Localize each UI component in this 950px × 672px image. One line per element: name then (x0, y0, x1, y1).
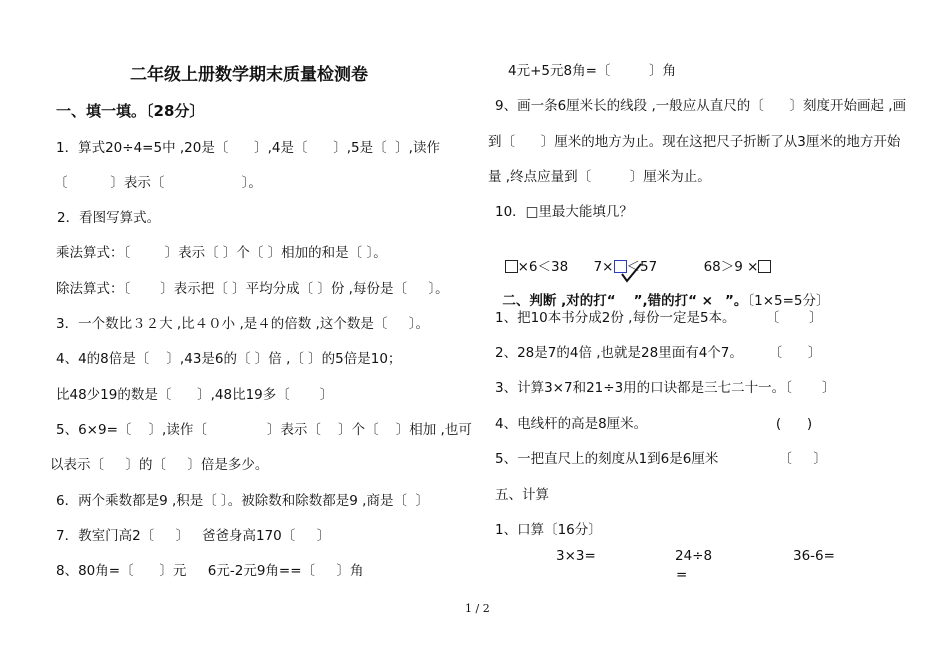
question-line: 1．算式20÷4=5中 ,20是〔 〕,4是〔 〕,5是〔 〕,读作 (56, 140, 440, 156)
section-1-heading: 一、填一填。〔28分〕 (56, 102, 205, 120)
q10-item-c: 68＞9 × (695, 240, 771, 276)
question-line: 8、80角=〔 〕元 6元-2元9角==〔 〕角 (56, 563, 364, 579)
question-line: 除法算式：〔 〕表示把〔 〕平均分成〔 〕份 ,每份是〔 〕。 (56, 281, 449, 297)
section-5-heading: 五、计算 (495, 487, 549, 503)
question-line: 3．一个数比３２大 ,比４０小 ,是４的倍数 ,这个数是〔 〕。 (56, 316, 430, 332)
section-2-heading: 二、判断 ,对的打“ ”,错的打“ × ”。〔1×5=5分〕 (502, 293, 830, 309)
check-mark-icon (620, 262, 644, 284)
oral-calc-title: 1、口算〔16分〕 (495, 522, 602, 538)
question-line: 4元+5元8角=〔 〕角 (508, 63, 677, 79)
question-line: 7．教室门高2〔 〕 爸爸身高170〔 〕 (56, 528, 331, 544)
judge-item: 2、28是7的4倍 ,也就是28里面有4个7。 〔 〕 (495, 345, 822, 361)
judge-item: 4、电线杆的高是8厘米。 ( ) (495, 416, 813, 432)
page-title: 二年级上册数学期末质量检测卷 (130, 65, 368, 85)
judge-item: 3、计算3×7和21÷3用的口诀都是三七二十一。〔 〕 (495, 380, 836, 396)
question-line: 比48少19的数是〔 〕,48比19多〔 〕 (56, 387, 334, 403)
page-number: 1 / 2 (465, 602, 490, 615)
question-line: 5、6×9=〔 〕,读作〔 〕表示〔 〕个〔 〕相加 ,也可 (56, 422, 472, 438)
question-line: 量 ,终点应量到〔 〕厘米为止。 (488, 169, 711, 185)
oral-problem: 24÷8 (675, 548, 713, 564)
answer-box[interactable] (505, 260, 518, 273)
judge-item: 1、把10本书分成2份 ,每份一定是5本。 〔 〕 (495, 310, 823, 326)
question-line: 10．□里最大能填几？ (495, 204, 633, 220)
question-line: 以表示〔 〕的〔 〕倍是多少。 (50, 457, 269, 473)
oral-problem-equals: = (676, 567, 688, 583)
question-line: 9、画一条6厘米长的线段 ,一般应从直尺的〔 〕刻度开始画起 ,画 (495, 98, 907, 114)
question-line: 6．两个乘数都是9 ,积是〔 〕。被除数和除数都是9 ,商是〔 〕 (56, 493, 430, 509)
question-line: 到〔 〕厘米的地方为止。现在这把尺子折断了从3厘米的地方开始 (488, 134, 901, 150)
oral-problem: 3×3= (556, 548, 596, 564)
q10-item-a: ×6＜38 (496, 240, 568, 276)
question-line: 乘法算式：〔 〕表示〔 〕个〔 〕相加的和是〔 〕。 (56, 245, 387, 261)
question-line: 〔 〕表示〔 〕。 (54, 175, 262, 191)
answer-box[interactable] (758, 260, 771, 273)
judge-item: 5、一把直尺上的刻度从1到6是6厘米 〔 〕 (495, 451, 827, 467)
q10-item-b: 7× ＜57 (593, 259, 658, 275)
oral-problem: 36-6= (793, 548, 835, 564)
question-line: 2．看图写算式。 (57, 210, 161, 226)
question-line: 4、4的8倍是〔 〕,43是6的〔 〕倍 ,〔 〕的5倍是10； (56, 351, 402, 367)
